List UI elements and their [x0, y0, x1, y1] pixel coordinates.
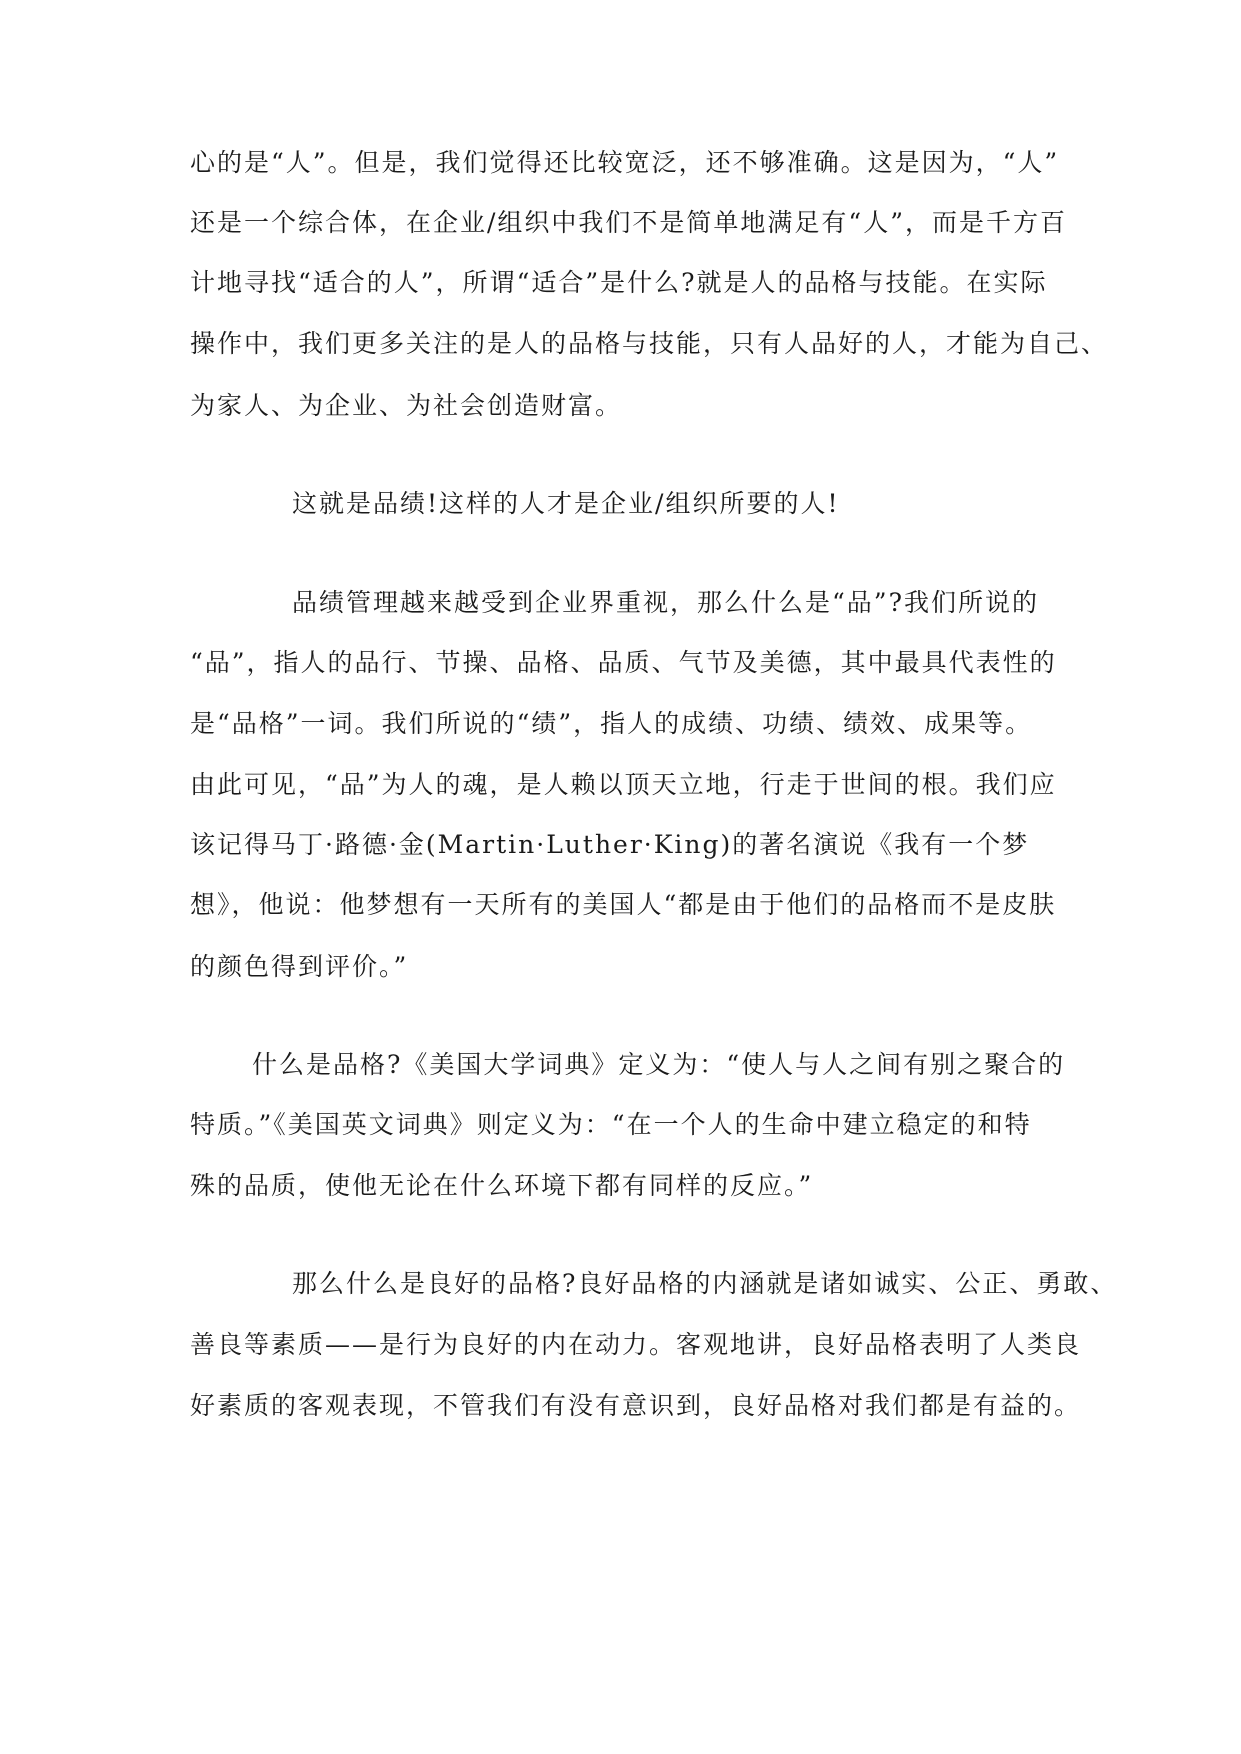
- paragraph-3-line-3: 是“品格”一词。我们所说的“绩”，指人的成绩、功绩、绩效、成果等。: [190, 709, 1033, 738]
- paragraph-1-line-2: 还是一个综合体，在企业/组织中我们不是简单地满足有“人”，而是千方百: [190, 208, 1067, 237]
- paragraph-4-line-2: 特质。”《美国英文词典》则定义为：“在一个人的生命中建立稳定的和特: [190, 1110, 1032, 1139]
- paragraph-3-line-1: 品绩管理越来越受到企业界重视，那么什么是“品”?我们所说的: [292, 588, 1039, 617]
- paragraph-4-line-1: 什么是品格?《美国大学词典》定义为：“使人与人之间有别之聚合的: [252, 1050, 1066, 1079]
- paragraph-5-line-3: 好素质的客观表现，不管我们有没有意识到，良好品格对我们都是有益的。: [190, 1391, 1082, 1420]
- paragraph-1-line-4: 操作中，我们更多关注的是人的品格与技能，只有人品好的人，才能为自己、: [190, 329, 1109, 358]
- paragraph-2-line-1: 这就是品绩!这样的人才是企业/组织所要的人!: [292, 489, 840, 518]
- paragraph-5-line-1: 那么什么是良好的品格?良好品格的内涵就是诸如诚实、公正、勇敢、: [292, 1269, 1118, 1298]
- paragraph-4-line-3: 殊的品质，使他无论在什么环境下都有同样的反应。”: [190, 1171, 814, 1200]
- paragraph-3-line-6: 想》，他说：他梦想有一天所有的美国人“都是由于他们的品格而不是皮肤: [190, 890, 1057, 919]
- paragraph-5-line-2: 善良等素质——是行为良好的内在动力。客观地讲，良好品格表明了人类良: [190, 1330, 1082, 1359]
- paragraph-1-line-1: 心的是“人”。但是，我们觉得还比较宽泛，还不够准确。这是因为，“人”: [190, 148, 1060, 177]
- paragraph-3-line-7: 的颜色得到评价。”: [190, 952, 409, 981]
- paragraph-3-line-5: 该记得马丁·路德·金(Martin·Luther·King)的著名演说《我有一个梦: [190, 830, 1030, 859]
- paragraph-1-line-5: 为家人、为企业、为社会创造财富。: [190, 391, 623, 420]
- paragraph-1-line-3: 计地寻找“适合的人”，所谓“适合”是什么?就是人的品格与技能。在实际: [190, 268, 1048, 297]
- paragraph-3-line-2: “品”，指人的品行、节操、品格、品质、气节及美德，其中最具代表性的: [190, 648, 1057, 677]
- paragraph-3-line-4: 由此可见，“品”为人的魂，是人赖以顶天立地，行走于世间的根。我们应: [190, 770, 1057, 799]
